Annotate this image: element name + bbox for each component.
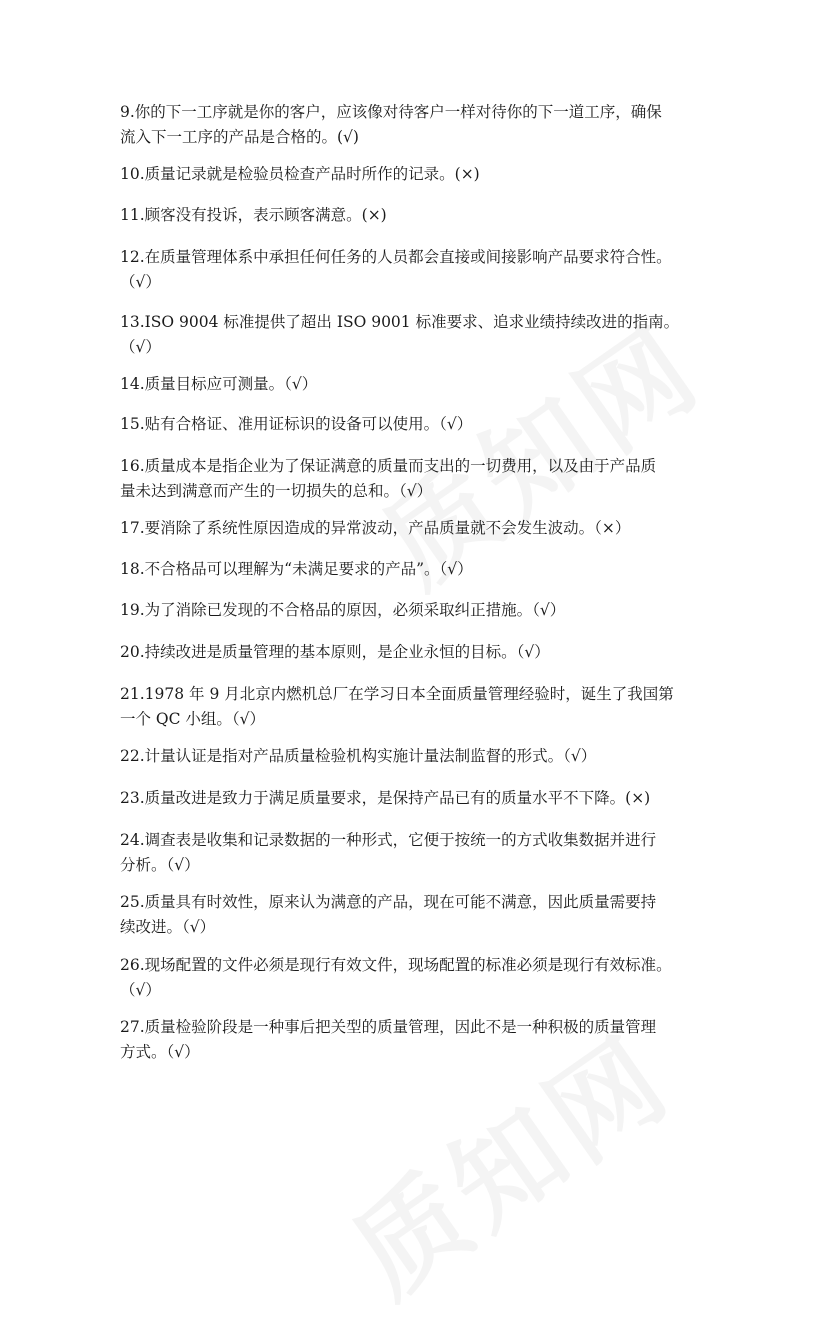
question-item: 21.1978 年 9 月北京内燃机总厂在学习日本全面质量管理经验时，诞生了我国第 一个 QC 小组。（√） — [120, 685, 674, 728]
question-item: 15.贴有合格证、准用证标识的设备可以使用。（√） — [120, 415, 473, 433]
question-item: 10.质量记录就是检验员检查产品时所作的记录。(×) — [120, 165, 480, 183]
question-item: 19.为了消除已发现的不合格品的原因，必须采取纠正措施。（√） — [120, 601, 566, 619]
question-item: 14.质量目标应可测量。（√） — [120, 375, 318, 393]
question-item: 12.在质量管理体系中承担任何任务的人员都会直接或间接影响产品要求符合性。 （√） — [120, 248, 672, 291]
question-item: 20.持续改进是质量管理的基本原则，是企业永恒的目标。（√） — [120, 643, 550, 661]
question-item: 18.不合格品可以理解为“未满足要求的产品”。（√） — [120, 560, 473, 578]
question-item: 13.ISO 9004 标准提供了超出 ISO 9001 标准要求、追求业绩持续改进的指南。 （√） — [120, 313, 680, 356]
question-item: 27.质量检验阶段是一种事后把关型的质量管理，因此不是一种积极的质量管理 方式。（√） — [120, 1018, 657, 1061]
question-item: 23.质量改进是致力于满足质量要求，是保持产品已有的质量水平不下降。(×) — [120, 789, 651, 807]
question-item: 22.计量认证是指对产品质量检验机构实施计量法制监督的形式。（√） — [120, 747, 597, 765]
question-item: 9.你的下一工序就是你的客户，应该像对待客户一样对待你的下一道工序，确保 流入下一工序的产品是合格的。(√) — [120, 103, 662, 146]
question-item: 25.质量具有时效性，原来认为满意的产品，现在可能不满意，因此质量需要持 续改进。（√） — [120, 893, 657, 936]
question-item: 26.现场配置的文件必须是现行有效文件，现场配置的标准必须是现行有效标准。 （√） — [120, 956, 672, 999]
question-item: 16.质量成本是指企业为了保证满意的质量而支出的一切费用，以及由于产品质 量未达到满意而产生的一切损失的总和。（√） — [120, 457, 657, 500]
question-item: 11.顾客没有投诉，表示顾客满意。(×) — [120, 206, 387, 224]
question-item: 17.要消除了系统性原因造成的异常波动，产品质量就不会发生波动。（×） — [120, 519, 631, 537]
question-item: 24.调查表是收集和记录数据的一种形式，它便于按统一的方式收集数据并进行 分析。（√） — [120, 831, 657, 874]
